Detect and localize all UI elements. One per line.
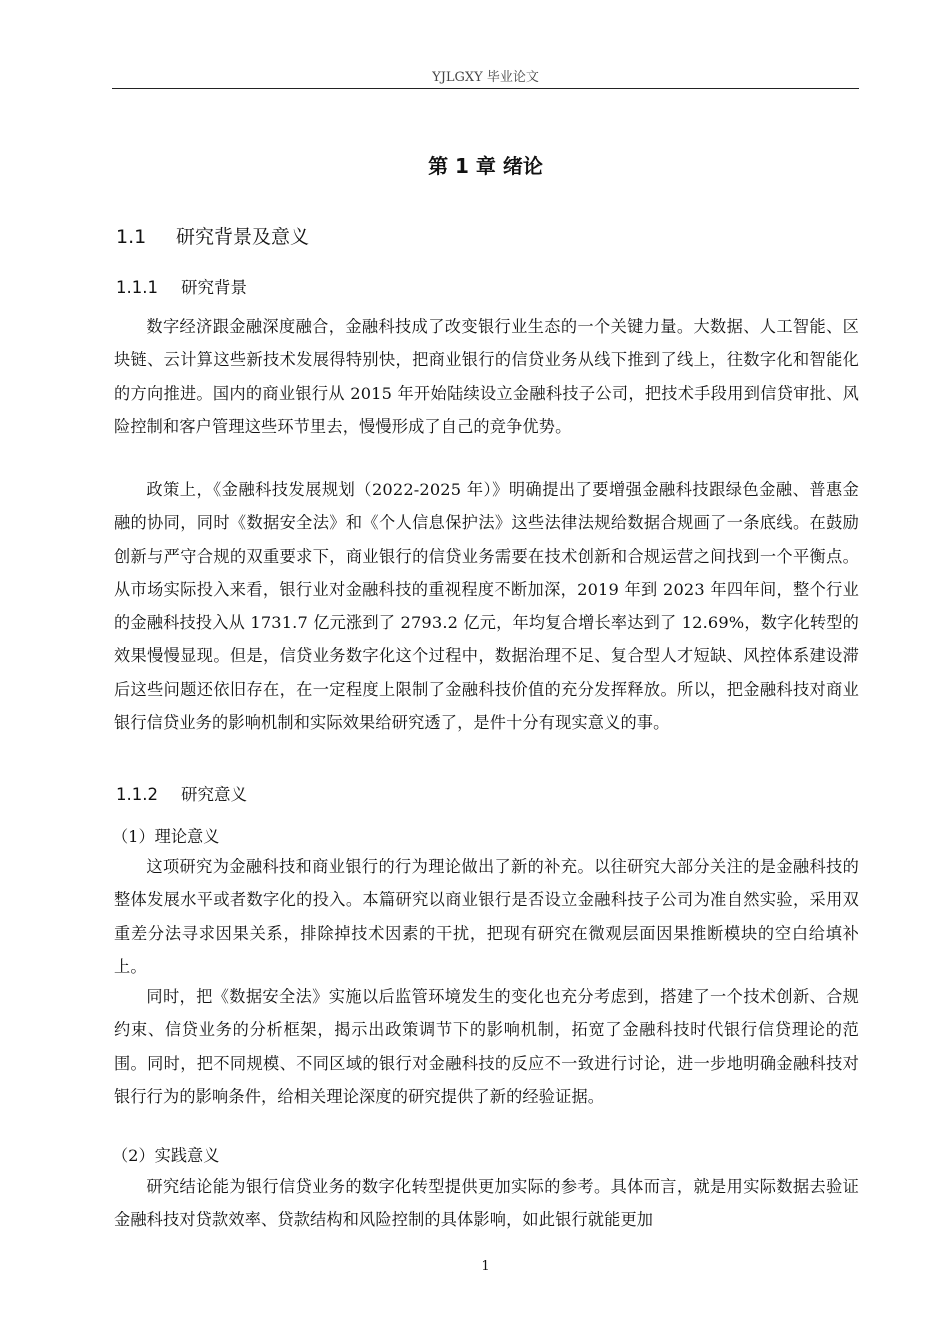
chapter-title: 第 1 章 绪论 (428, 154, 543, 178)
section-number: 1.1.1 (116, 278, 158, 297)
subheading-theoretical: （1）理论意义 (112, 827, 220, 846)
paragraph-theoretical-1: 这项研究为金融科技和商业银行的行为理论做出了新的补充。以往研究大部分关注的是金融科技的整体发展水平或者数字化的投入。本篇研究以商业银行是否设立金融科技子公司为准自然实验，采用双重差分法寻求因果关系，排除掉技术因素的干扰，把现有研究在微观层面因果推断模块的空白给填补上。 (114, 857, 859, 976)
section-heading-1-1 (116, 222, 309, 249)
section-title: 研究背景 (181, 278, 247, 297)
section-heading-1-1-1 (116, 274, 247, 298)
page-header: YJLGXY 毕业论文 (432, 70, 539, 85)
section-heading-1-1-2 (116, 781, 247, 805)
paragraph-theoretical-2: 同时，把《数据安全法》实施以后监管环境发生的变化也充分考虑到，搭建了一个技术创新、合规约束、信贷业务的分析框架，揭示出政策调节下的影响机制，拓宽了金融科技时代银行信贷理论的范围。同时，把不同规模、不同区域的银行对金融科技的反应不一致进行讨论，进一步地明确金融科技对银行行为的影响条件，给相关理论深度的研究提供了新的经验证据。 (114, 987, 859, 1106)
section-number: 1.1.2 (116, 785, 158, 804)
paragraph-background-1: 数字经济跟金融深度融合，金融科技成了改变银行业生态的一个关键力量。大数据、人工智能、区块链、云计算这些新技术发展得特别快，把商业银行的信贷业务从线下推到了线上，往数字化和智能化的方向推进。国内的商业银行从 2015 年开始陆续设立金融科技子公司，把技术手段用到信贷审批、风险控制和客户管理这些环节里去，慢慢形成了自己的竞争优势。 (114, 317, 859, 436)
paragraph-background-2: 政策上，《金融科技发展规划（2022-2025 年）》明确提出了要增强金融科技跟绿色金融、普惠金融的协同，同时《数据安全法》和《个人信息保护法》这些法律法规给数据合规画了一条底线。在鼓励创新与严守合规的双重要求下，商业银行的信贷业务需要在技术创新和合规运营之间找到一个平衡点。从市场实际投入来看，银行业对金融科技的重视程度不断加深，2019 年到 2023 年四年间，整个行业的金融科技投入从 1731.7 亿元涨到了 2793.2 亿元，年均复合增长率达到了 12.69%，数字化转型的效果慢慢显现。但是，信贷业务数字化这个过程中，数据治理不足、复合型人才短缺、风控体系建设滞后这些问题还依旧存在，在一定程度上限制了金融科技价值的充分发挥释放。所以，把金融科技对商业银行信贷业务的影响机制和实际效果给研究透了，是件十分有现实意义的事。 (114, 480, 859, 733)
section-number: 1.1 (116, 226, 147, 248)
subheading-practical: （2）实践意义 (112, 1146, 220, 1165)
section-title: 研究意义 (181, 785, 247, 804)
page-number: 1 (481, 1259, 490, 1274)
paragraph-practical-1: 研究结论能为银行信贷业务的数字化转型提供更加实际的参考。具体而言，就是用实际数据去验证金融科技对贷款效率、贷款结构和风险控制的具体影响，如此银行就能更加 (114, 1177, 859, 1230)
section-title: 研究背景及意义 (176, 226, 310, 248)
header-rule (112, 88, 859, 89)
